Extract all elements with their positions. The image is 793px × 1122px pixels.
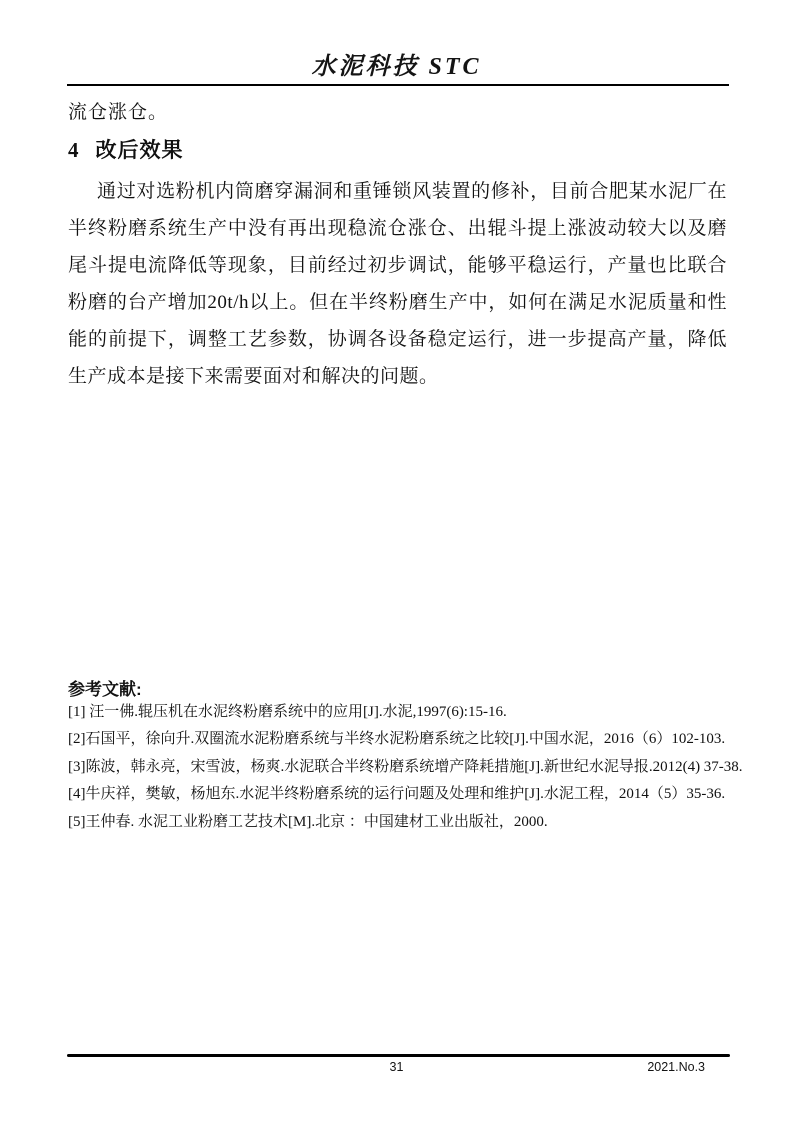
journal-title: 水泥科技 STC <box>311 54 482 80</box>
reference-item: [3]陈波，韩永亮，宋雪波，杨爽.水泥联合半终粉磨系统增产降耗措施[J].新世纪水泥导报.2012(4) 37-38. <box>68 758 743 775</box>
reference-item: [5]王仲春. 水泥工业粉磨工艺技术[M].北京 ：中国建材工业出版社，2000. <box>68 813 548 830</box>
issue-label: 2021.No.3 <box>647 1060 705 1074</box>
reference-item: [1] 汪一佛.辊压机在水泥终粉磨系统中的应用[J].水泥,1997(6):15-16. <box>68 704 507 720</box>
section-title: 改后效果 <box>95 139 184 162</box>
references-list <box>68 699 744 836</box>
reference-item: [4]牛庆祥，樊敏，杨旭东.水泥半终粉磨系统的运行问题及处理和维护[J].水泥工程，2014（5）35-36. <box>68 786 726 803</box>
section-number: 4 <box>68 138 80 162</box>
footer-rule <box>67 1054 730 1057</box>
page-number: 31 <box>389 1060 404 1074</box>
header-rule <box>67 84 729 86</box>
body-paragraph: 通过对选粉机内筒磨穿漏洞和重锤锁风装置的修补，目前合肥某水泥厂在半终粉磨系统生产中没有再出现稳流仓涨仓、出辊斗提上涨波动较大以及磨尾斗提电流降低等现象，目前经过初步调试，能够平稳运行，产量也比联合粉磨的台产增加20t/h以上。但在半终粉磨生产中，如何在满足水泥质量和性能的前提下，调整工艺参数，协调各设备稳定运行，进一步提高产量，降低生产成本是接下来需要面对和解决的问题。 <box>68 181 727 387</box>
reference-item: [2]石国平，徐向升.双圈流水泥粉磨系统与半终水泥粉磨系统之比较[J].中国水泥，2016（6）102-103. <box>68 731 726 748</box>
carryover-text: 流仓涨仓。 <box>68 102 169 123</box>
section-heading <box>68 134 184 164</box>
references-heading: 参考文献: <box>68 680 142 699</box>
